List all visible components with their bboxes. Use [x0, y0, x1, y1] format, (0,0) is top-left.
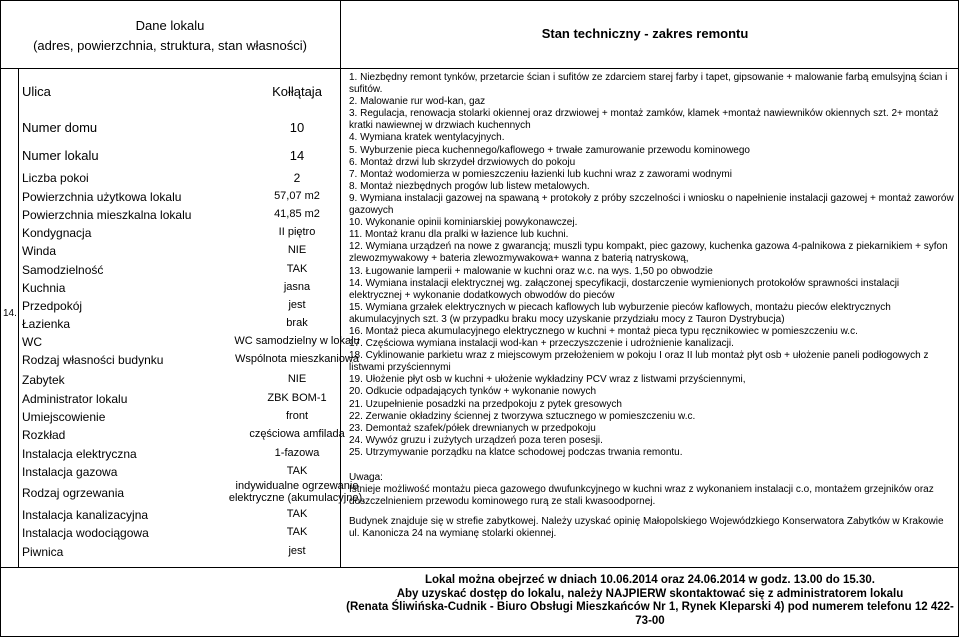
scope-item: 15. Wymiana grzałek elektrycznych w piecach kaflowych lub wyburzenie pieców kaflowych, montażu pieców elektrycznych akumulacyjnych szt. 3 (w przypadku braku mocy uzyskanie przydziału mocy z Tauron Dystrybucja) [349, 301, 891, 325]
field-value: Kołłątaja [272, 84, 322, 99]
scope-item: 11. Montaż kranu dla pralki w łazience lub kuchni. [349, 229, 569, 241]
footer-line: Aby uzyskać dostęp do lokalu, należy NAJPIERW skontaktować się z administratorem lokalu [396, 587, 904, 600]
field-value: NIE [287, 244, 307, 256]
field-label: Piwnica [22, 545, 64, 559]
field-label: Numer lokalu [22, 148, 99, 163]
field-value: Wspólnota mieszkaniowa [234, 353, 360, 365]
scope-item: 4. Wymiana kratek wentylacyjnych. [349, 132, 505, 144]
field-label: Kuchnia [22, 281, 66, 295]
field-value: 41,85 m2 [274, 208, 320, 220]
scope-item: 8. Montaż niezbędnych progów lub listew metalowych. [349, 180, 590, 192]
field-value: II piętro [278, 226, 316, 238]
scope-item: 16. Montaż pieca akumulacyjnego elektrycznego w kuchni + montaż pieca typu ręcznikowiec w pomieszczeniu w.c. [349, 325, 858, 337]
scope-item: 17. Częściowa wymiana instalacji wod-kan + przeczyszczenie i udrożnienie kanalizacji. [349, 338, 734, 350]
field-value: jasna [283, 281, 311, 293]
field-label: Samodzielność [22, 263, 104, 277]
field-label: Winda [22, 244, 57, 258]
scope-item: 13. Ługowanie lamperii + malowanie w kuchni oraz w.c. na wys. 1,50 po obwodzie [349, 265, 713, 277]
scope-item: 5. Wyburzenie pieca kuchennego/kaflowego + trwałe zamurowanie przewodu kominowego [349, 144, 750, 156]
field-label: Numer domu [22, 120, 98, 135]
scope-item: 12. Wymiana urządzeń na nowe z gwarancją; muszli typu kompakt, piec gazowy, kuchenka gazowa 4-palnikowa z piekarnikiem + syfon zlewozmywakowy + bateria zlewozmywakowa+ wanna z baterią natryskową, [349, 241, 948, 265]
scope-item: 6. Montaż drzwi lub skrzydeł drzwiowych do pokoju [349, 156, 576, 168]
field-label: Rodzaj ogrzewania [22, 486, 125, 500]
field-value: front [285, 410, 308, 422]
field-value: TAK [286, 263, 308, 275]
scope-item: 19. Ułożenie płyt osb w kuchni + ułożenie wykładziny PCV wraz z listwami przyściennymi, [349, 374, 746, 386]
field-value: brak [286, 317, 308, 329]
field-value: 57,07 m2 [274, 190, 320, 202]
field-value: TAK [286, 465, 308, 477]
field-label: Kondygnacja [22, 226, 92, 240]
field-label: Zabytek [22, 373, 65, 387]
scope-list [349, 72, 954, 459]
field-label: Instalacja gazowa [22, 465, 118, 479]
field-label: Przedpokój [22, 299, 83, 313]
notes-section [349, 472, 954, 540]
field-value: NIE [287, 373, 307, 385]
scope-item: 24. Wywóz gruzu i zużytych urządzeń poza teren posesji. [349, 434, 603, 446]
scope-item: 21. Uzupełnienie posadzki na przedpokoju z pytek gresowych [349, 398, 622, 410]
scope-item: 10. Wykonanie opinii kominiarskiej powykonawczej. [349, 217, 578, 229]
scope-item: 22. Zerwanie okładziny ściennej z tworzywa sztucznego w pomieszczeniu w.c. [349, 410, 696, 422]
scope-item: 1. Niezbędny remont tynków, przetarcie ścian i sufitów ze zdarciem starej farby i tapet, gipsowanie + malowanie farbą emulsyjną ścian i sufitów. [349, 72, 948, 96]
field-label: Instalacja wodociągowa [22, 526, 149, 540]
field-label: Rodzaj własności budynku [22, 353, 164, 367]
row-number: 14. [3, 308, 17, 319]
scope-item: 18. Cyklinowanie parkietu wraz z miejscowym przełożeniem w pokoju I oraz II lub montaż płyt osb + ułożenie paneli podłogowych z listwami przyściennymi [349, 350, 929, 374]
rownum-divider [18, 68, 19, 567]
field-label: Powierzchnia użytkowa lokalu [22, 190, 182, 204]
field-label: Umiejscowienie [22, 410, 106, 424]
scope-item: 2. Malowanie rur wod-kan, gaz [349, 96, 486, 108]
field-value: 2 [293, 171, 301, 185]
field-value-line: indywidualne ogrzewanie [235, 480, 359, 492]
field-value-line: elektryczne (akumulacyjne), [228, 492, 366, 504]
scope-item: 9. Wymiana instalacji gazowej na spawaną + protokoły z próby szczelności i wniosku o napełnienie instalacji gazowej + montaż zaworów gazowych [349, 192, 954, 217]
field-value: TAK [286, 508, 308, 520]
scope-item: 20. Odkucie odpadających tynków + wykonanie nowych [349, 386, 597, 398]
field-value: 1-fazowa [274, 447, 320, 459]
field-value: ZBK BOM-1 [267, 392, 327, 404]
header-right: Stan techniczny - zakres remontu [541, 26, 749, 41]
field-value: 14 [289, 148, 305, 163]
footer-divider [0, 567, 959, 568]
field-label: Ulica [22, 84, 51, 99]
field-value: TAK [286, 526, 308, 538]
header-left-title: Dane lokalu [135, 18, 205, 33]
field-value: 10 [289, 120, 305, 135]
notes-text: Istnieje możliwość montażu pieca gazowego dwufunkcyjnego w kuchni wraz z wykonaniem instalacji c.o, montażem grzejników oraz doszczelnieniem przewodu kominowego rurą ze stali kwasoodpornej. [349, 484, 934, 508]
footer-line: (Renata Śliwińska-Cudnik - Biuro Obsługi Mieszkańców Nr 1, Rynek Kleparski 4) pod numerem telefonu 12 422-73-00 [346, 601, 954, 627]
notes-title: Uwaga: [349, 472, 383, 483]
field-label: Łazienka [22, 317, 71, 331]
footer-line: Lokal można obejrzeć w dniach 10.06.2014 oraz 24.06.2014 w godz. 13.00 do 15.30. [425, 574, 875, 586]
field-label: Liczba pokoi [22, 171, 89, 185]
field-label: Powierzchnia mieszkalna lokalu [22, 208, 192, 222]
scope-item: 23. Demontaż szafek/półek drewnianych w przedpokoju [349, 422, 596, 434]
field-value: jest [288, 545, 306, 557]
field-label: Administrator lokalu [22, 392, 128, 406]
scope-item: 14. Wymiana instalacji elektrycznej wg. załączonej specyfikacji, dostarczenie wymienionych protokołów sprawności instalacji elektrycznej + wykonanie dodatkowych obwodów do pieców [349, 277, 900, 301]
scope-item: 25. Utrzymywanie porządku na klatce schodowej podczas trwania remontu. [349, 446, 683, 458]
field-label: Instalacja elektryczna [22, 447, 137, 461]
field-label: Rozkład [22, 428, 66, 442]
header-left [20, 16, 320, 56]
field-label: WC [22, 335, 42, 349]
scope-item: 3. Regulacja, renowacja stolarki okiennej oraz drzwiowej + montaż zamków, klamek +montaż nawiewników okiennych szt. 2+ montaż kratki nawiewnej w drzwiach kuchennych [349, 108, 939, 132]
header-divider [0, 68, 959, 69]
notes-text: Budynek znajduje się w strefie zabytkowej. Należy uzyskać opinię Małopolskiego Wojewódzkiego Konserwatora Zabytków w Krakowie ul. Kanonicza 24 na wymianę stolarki okiennej. [349, 516, 944, 540]
header-left-subtitle: (adres, powierzchnia, struktura, stan własności) [33, 38, 307, 53]
field-value: jest [288, 299, 306, 311]
scope-item: 7. Montaż wodomierza w pomieszczeniu łazienki lub kuchni wraz z zaworami wodnymi [349, 168, 732, 180]
field-value: WC samodzielny w lokalu [234, 335, 360, 347]
field-label: Instalacja kanalizacyjna [22, 508, 149, 522]
field-value: częściowa amfilada [249, 428, 345, 440]
footer [340, 574, 960, 628]
